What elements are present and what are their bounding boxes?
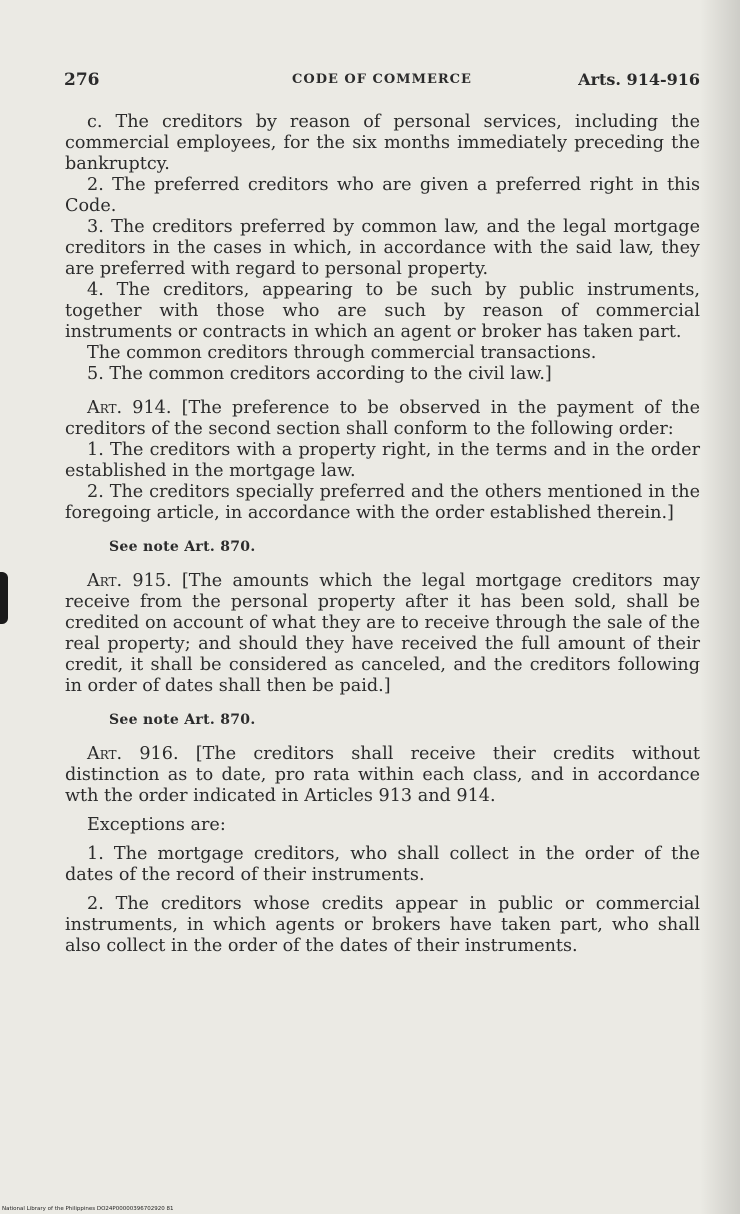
article-915-text: [The amounts which the legal mortgage creditors may receive from the personal property after it has been sold, shall be credited on account of what they are to receive through the sale of the real property; and should they have received the full amount of their credit, it shall be considered as canceled, and the creditors following in order of dates shall then be paid.] [65,571,700,696]
article-916-item-1: 1. The mortgage creditors, who shall collect in the order of the dates of the record of their instruments. [65,844,700,885]
binding-mark [0,572,8,624]
articles-range: Arts. 914-916 [578,70,700,89]
page-number: 276 [64,70,100,90]
paragraph-4: 4. The creditors, appearing to be such by public instruments, together with those who are such by reason of commercial instruments or contracts in which an agent or broker has taken part. [65,280,700,342]
article-916-exceptions: Exceptions are: [87,815,226,835]
article-915 [65,571,700,697]
page-edge-shadow [700,0,740,1214]
paragraph-c: c. The creditors by reason of personal services, including the commercial employees, for the six months immediately preceding the bankruptcy. [65,112,700,174]
paragraph-common: The common creditors through commercial transactions. [87,343,597,363]
article-915-note: See note Art. 870. [109,712,256,728]
paragraph-3: 3. The creditors preferred by common law, and the legal mortgage creditors in the cases in which, in accordance with the said law, they are preferred with regard to personal property. [65,217,700,279]
article-914-label: Art. 914. [87,398,172,418]
library-watermark: National Library of the Philippines DO24P00000396702920 81 [2,1206,174,1212]
article-915-label: Art. 915. [87,571,172,591]
article-914-text: [The preference to be observed in the payment of the creditors of the second section shall conform to the following order: [65,398,701,439]
article-916-text: [The creditors shall receive their credits without distinction as to date, pro rata within each class, and in accordance wth the order indicated in Articles 913 and 914. [65,744,700,806]
article-914-item-2: 2. The creditors specially preferred and the others mentioned in the foregoing article, in accordance with the order established therein.] [65,482,700,523]
paragraph-5: 5. The common creditors according to the civil law.] [87,364,552,384]
article-916-item-2: 2. The creditors whose credits appear in public or commercial instruments, in which agents or brokers have taken part, who shall also collect in the order of the dates of their instruments. [65,894,700,956]
article-914-note: See note Art. 870. [109,539,256,555]
article-914 [65,398,700,440]
paragraph-2: 2. The preferred creditors who are given a preferred right in this Code. [65,175,700,216]
article-916 [65,744,700,807]
article-916-label: Art. 916. [87,744,179,764]
page-header [64,70,700,94]
page-body [65,112,700,957]
running-title: CODE OF COMMERCE [292,72,472,87]
article-914-item-1: 1. The creditors with a property right, in the terms and in the order established in the mortgage law. [65,440,700,481]
